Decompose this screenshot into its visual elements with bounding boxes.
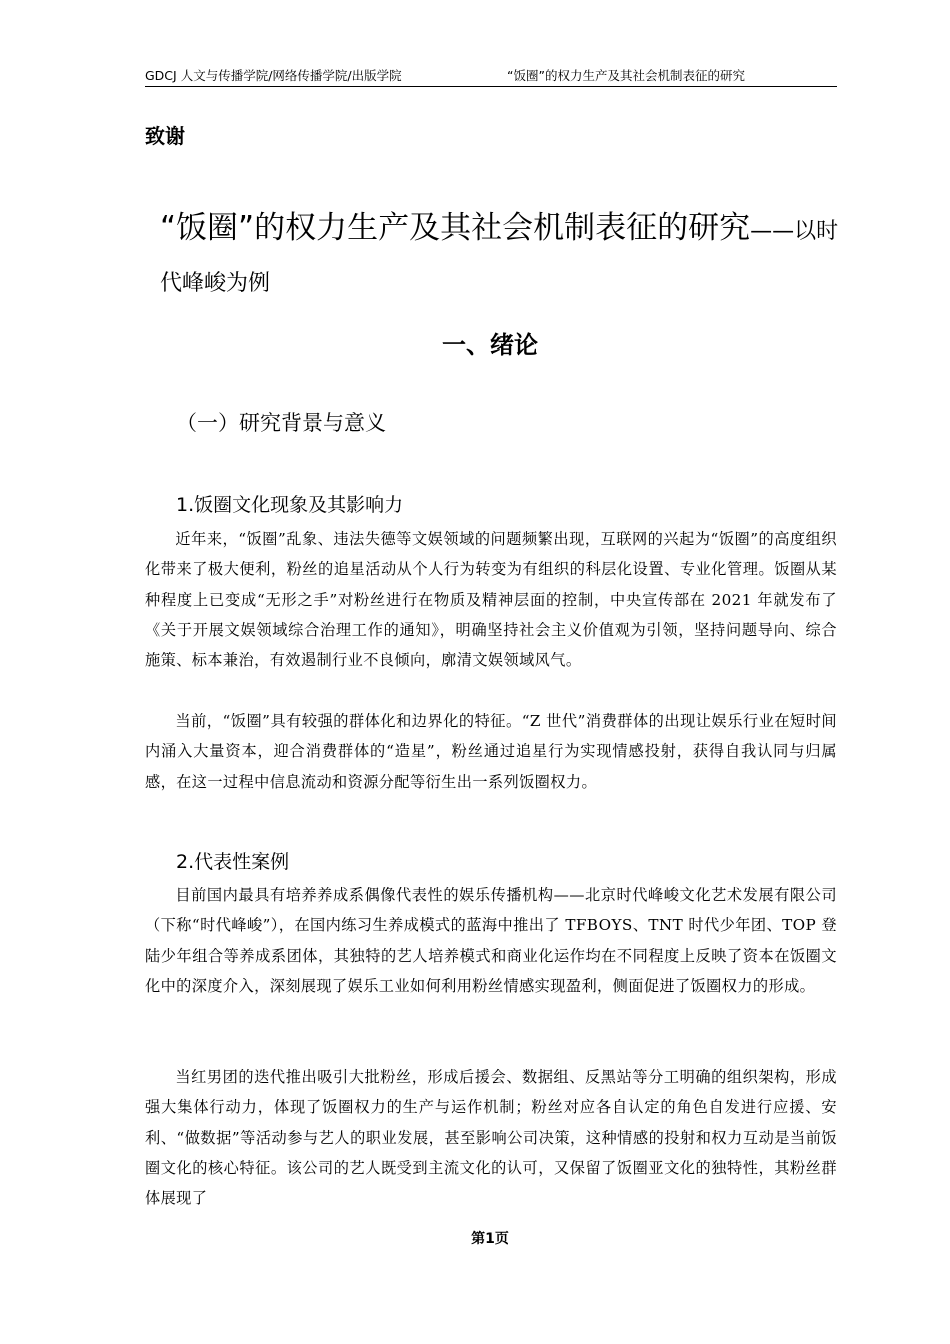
- page-number: 第1页: [471, 1231, 509, 1247]
- page-header: [145, 66, 837, 87]
- header-institution: GDCJ 人文与传播学院/网络传播学院/出版学院: [145, 68, 402, 83]
- header-paper-title: “饭圈”的权力生产及其社会机制表征的研究: [507, 68, 745, 83]
- body-paragraph: 目前国内最具有培养养成系偶像代表性的娱乐传播机构——北京时代峰峻文化艺术发展有限公司（下称“时代峰峻”），在国内练习生养成模式的蓝海中推出了 TFBOYS、TNT 时代少年团、TOP 登陆少年组合等养成系团体，其独特的艺人培养模式和商业化运作均在不同程度上反映了资本在饭圈文化中的深度介入，深刻展现了娱乐工业如何利用粉丝情感实现盈利，侧面促进了饭圈权力的形成。: [145, 886, 837, 995]
- subsection-heading-1: 1.饭圈文化现象及其影响力: [176, 494, 404, 516]
- subsection-heading-2: 2.代表性案例: [176, 851, 290, 873]
- paper-subtitle: ——以时代峰峻为例: [160, 219, 839, 296]
- acknowledgement-heading: 致谢: [145, 124, 185, 148]
- section-heading: （一）研究背景与意义: [176, 411, 386, 435]
- body-paragraph: 当前，“饭圈”具有较强的群体化和边界化的特征。“Z 世代”消费群体的出现让娱乐行业在短时间内涌入大量资本，迎合消费群体的“造星”，粉丝通过追星行为实现情感投射，获得自我认同与归属感，在这一过程中信息流动和资源分配等衍生出一系列饭圈权力。: [145, 712, 837, 791]
- paper-title-main: “饭圈”的权力生产及其社会机制表征的研究: [160, 210, 751, 246]
- chapter-heading: 一、绪论: [442, 331, 538, 359]
- body-paragraph: 近年来，“饭圈”乱象、违法失德等文娱领域的问题频繁出现，互联网的兴起为“饭圈”的高度组织化带来了极大便利，粉丝的追星活动从个人行为转变为有组织的科层化设置、专业化管理。饭圈从某种程度上已变成“无形之手”对粉丝进行在物质及精神层面的控制，中央宣传部在 2021 年就发布了《关于开展文娱领域综合治理工作的通知》，明确坚持社会主义价值观为引领，坚持问题导向、综合施策、标本兼治，有效遏制行业不良倾向，廓清文娱领域风气。: [145, 530, 837, 670]
- body-paragraph: 当红男团的迭代推出吸引大批粉丝，形成后援会、数据组、反黑站等分工明确的组织架构，形成强大集体行动力，体现了饭圈权力的生产与运作机制；粉丝对应各自认定的角色自发进行应援、安利、“做数据”等活动参与艺人的职业发展，甚至影响公司决策，这种情感的投射和权力互动是当前饭圈文化的核心特征。该公司的艺人既受到主流文化的认可，又保留了饭圈亚文化的独特性，其粉丝群体展现了: [145, 1068, 837, 1208]
- paper-title: [160, 204, 840, 308]
